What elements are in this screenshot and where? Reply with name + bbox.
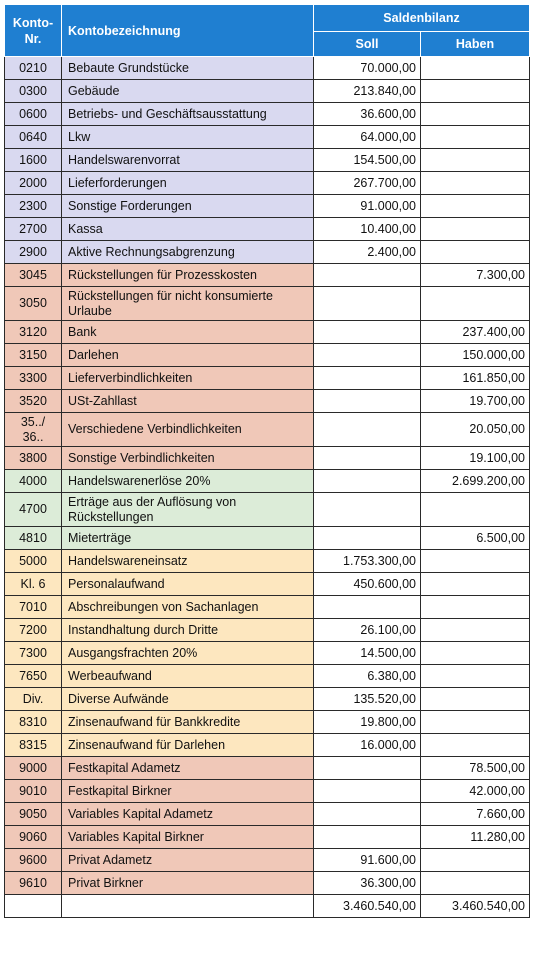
table-row: [5, 470, 530, 493]
account-number: 7200: [5, 619, 62, 642]
account-name: Zinsenaufwand für Darlehen: [62, 734, 314, 757]
haben-amount: 19.700,00: [421, 390, 530, 413]
table-row: [5, 642, 530, 665]
soll-amount: [314, 287, 421, 321]
account-name: Mieterträge: [62, 527, 314, 550]
haben-amount: 11.280,00: [421, 826, 530, 849]
soll-amount: 64.000,00: [314, 126, 421, 149]
saldenbilanz-table-container: [4, 4, 530, 918]
table-body: [5, 57, 530, 895]
account-name: Variables Kapital Adametz: [62, 803, 314, 826]
table-row: [5, 218, 530, 241]
table-row: [5, 390, 530, 413]
account-number: 5000: [5, 550, 62, 573]
haben-amount: [421, 550, 530, 573]
soll-amount: 19.800,00: [314, 711, 421, 734]
table-row: [5, 872, 530, 895]
soll-amount: [314, 757, 421, 780]
haben-amount: [421, 57, 530, 80]
table-row: [5, 493, 530, 527]
account-number: 7650: [5, 665, 62, 688]
saldenbilanz-table: [4, 4, 530, 918]
account-name: Personalaufwand: [62, 573, 314, 596]
account-number: 9000: [5, 757, 62, 780]
account-name: Handelswarenerlöse 20%: [62, 470, 314, 493]
account-number: 3520: [5, 390, 62, 413]
soll-amount: [314, 321, 421, 344]
account-number: 4700: [5, 493, 62, 527]
totals-row: [5, 895, 530, 918]
haben-amount: [421, 596, 530, 619]
account-name: Aktive Rechnungsabgrenzung: [62, 241, 314, 264]
account-name: Rückstellungen für nicht konsumierte Urlaube: [62, 287, 314, 321]
account-number: 0600: [5, 103, 62, 126]
table-row: [5, 264, 530, 287]
totals-label-cell: [62, 895, 314, 918]
haben-amount: 78.500,00: [421, 757, 530, 780]
account-number: 2300: [5, 195, 62, 218]
account-name: Zinsenaufwand für Bankkredite: [62, 711, 314, 734]
account-number: 2000: [5, 172, 62, 195]
account-name: Bank: [62, 321, 314, 344]
account-name: Verschiedene Verbindlichkeiten: [62, 413, 314, 447]
soll-amount: 450.600,00: [314, 573, 421, 596]
account-number: 3800: [5, 447, 62, 470]
account-number: 3120: [5, 321, 62, 344]
account-name: Sonstige Forderungen: [62, 195, 314, 218]
table-row: [5, 849, 530, 872]
soll-amount: [314, 596, 421, 619]
haben-amount: [421, 573, 530, 596]
haben-amount: 237.400,00: [421, 321, 530, 344]
soll-amount: [314, 803, 421, 826]
soll-amount: 36.300,00: [314, 872, 421, 895]
soll-amount: 26.100,00: [314, 619, 421, 642]
table-row: [5, 241, 530, 264]
table-row: [5, 447, 530, 470]
account-name: Betriebs- und Geschäftsausstattung: [62, 103, 314, 126]
haben-amount: [421, 849, 530, 872]
haben-amount: 20.050,00: [421, 413, 530, 447]
account-number: 3300: [5, 367, 62, 390]
haben-amount: [421, 241, 530, 264]
soll-amount: [314, 367, 421, 390]
table-row: [5, 321, 530, 344]
soll-amount: [314, 493, 421, 527]
account-name: USt-Zahllast: [62, 390, 314, 413]
table-row: [5, 780, 530, 803]
soll-amount: 267.700,00: [314, 172, 421, 195]
soll-amount: 36.600,00: [314, 103, 421, 126]
table-footer: [5, 895, 530, 918]
soll-amount: [314, 780, 421, 803]
table-row: [5, 367, 530, 390]
haben-amount: [421, 195, 530, 218]
haben-amount: 161.850,00: [421, 367, 530, 390]
account-name: Diverse Aufwände: [62, 688, 314, 711]
account-number: 0210: [5, 57, 62, 80]
soll-amount: 1.753.300,00: [314, 550, 421, 573]
account-name: Variables Kapital Birkner: [62, 826, 314, 849]
header-konto-nr: Konto-Nr.: [5, 5, 62, 57]
table-row: [5, 195, 530, 218]
haben-amount: [421, 688, 530, 711]
table-row: [5, 573, 530, 596]
account-name: Sonstige Verbindlichkeiten: [62, 447, 314, 470]
account-name: Bebaute Grundstücke: [62, 57, 314, 80]
soll-amount: 14.500,00: [314, 642, 421, 665]
table-row: [5, 550, 530, 573]
table-row: [5, 344, 530, 367]
soll-amount: 154.500,00: [314, 149, 421, 172]
account-name: Handelswarenvorrat: [62, 149, 314, 172]
account-number: 1600: [5, 149, 62, 172]
haben-amount: 2.699.200,00: [421, 470, 530, 493]
table-row: [5, 619, 530, 642]
table-row: [5, 734, 530, 757]
soll-amount: [314, 413, 421, 447]
account-name: Instandhaltung durch Dritte: [62, 619, 314, 642]
haben-amount: [421, 872, 530, 895]
soll-amount: 10.400,00: [314, 218, 421, 241]
table-row: [5, 413, 530, 447]
account-number: 8315: [5, 734, 62, 757]
account-number: 4810: [5, 527, 62, 550]
soll-amount: [314, 447, 421, 470]
account-number: 0300: [5, 80, 62, 103]
table-row: [5, 57, 530, 80]
totals-soll: 3.460.540,00: [314, 895, 421, 918]
table-row: [5, 688, 530, 711]
account-name: Werbeaufwand: [62, 665, 314, 688]
soll-amount: 6.380,00: [314, 665, 421, 688]
account-number: 9600: [5, 849, 62, 872]
table-row: [5, 596, 530, 619]
table-row: [5, 172, 530, 195]
soll-amount: 70.000,00: [314, 57, 421, 80]
haben-amount: [421, 493, 530, 527]
haben-amount: 6.500,00: [421, 527, 530, 550]
account-number: 9060: [5, 826, 62, 849]
haben-amount: [421, 80, 530, 103]
table-row: [5, 527, 530, 550]
account-name: Erträge aus der Auflösung von Rückstellungen: [62, 493, 314, 527]
soll-amount: [314, 344, 421, 367]
account-name: Rückstellungen für Prozesskosten: [62, 264, 314, 287]
header-soll: Soll: [314, 32, 421, 57]
account-number: 7300: [5, 642, 62, 665]
table-row: [5, 757, 530, 780]
account-name: Festkapital Birkner: [62, 780, 314, 803]
haben-amount: [421, 218, 530, 241]
table-row: [5, 803, 530, 826]
soll-amount: 135.520,00: [314, 688, 421, 711]
haben-amount: [421, 711, 530, 734]
account-name: Festkapital Adametz: [62, 757, 314, 780]
account-number: 3150: [5, 344, 62, 367]
header-kontobezeichnung: Kontobezeichnung: [62, 5, 314, 57]
account-name: Privat Adametz: [62, 849, 314, 872]
totals-konto-nr-cell: [5, 895, 62, 918]
account-number: 2900: [5, 241, 62, 264]
soll-amount: [314, 826, 421, 849]
soll-amount: [314, 264, 421, 287]
table-row: [5, 287, 530, 321]
account-number: 2700: [5, 218, 62, 241]
haben-amount: 19.100,00: [421, 447, 530, 470]
account-name: Lieferverbindlichkeiten: [62, 367, 314, 390]
soll-amount: 2.400,00: [314, 241, 421, 264]
totals-haben: 3.460.540,00: [421, 895, 530, 918]
account-number: 7010: [5, 596, 62, 619]
haben-amount: [421, 665, 530, 688]
account-number: 35../ 36..: [5, 413, 62, 447]
header-haben: Haben: [421, 32, 530, 57]
account-number: 9050: [5, 803, 62, 826]
table-row: [5, 826, 530, 849]
table-row: [5, 149, 530, 172]
account-number: Kl. 6: [5, 573, 62, 596]
header-saldenbilanz: Saldenbilanz: [314, 5, 530, 32]
soll-amount: [314, 470, 421, 493]
table-row: [5, 665, 530, 688]
account-number: 8310: [5, 711, 62, 734]
account-name: Gebäude: [62, 80, 314, 103]
account-number: 9610: [5, 872, 62, 895]
soll-amount: [314, 527, 421, 550]
haben-amount: [421, 103, 530, 126]
table-row: [5, 126, 530, 149]
account-name: Darlehen: [62, 344, 314, 367]
haben-amount: 150.000,00: [421, 344, 530, 367]
table-header: [5, 5, 530, 57]
soll-amount: 91.000,00: [314, 195, 421, 218]
soll-amount: 16.000,00: [314, 734, 421, 757]
haben-amount: [421, 126, 530, 149]
account-number: 0640: [5, 126, 62, 149]
account-name: Lkw: [62, 126, 314, 149]
haben-amount: [421, 149, 530, 172]
table-row: [5, 711, 530, 734]
table-row: [5, 80, 530, 103]
account-number: 4000: [5, 470, 62, 493]
account-number: 9010: [5, 780, 62, 803]
haben-amount: [421, 642, 530, 665]
account-name: Ausgangsfrachten 20%: [62, 642, 314, 665]
haben-amount: [421, 619, 530, 642]
account-number: Div.: [5, 688, 62, 711]
haben-amount: 42.000,00: [421, 780, 530, 803]
account-name: Abschreibungen von Sachanlagen: [62, 596, 314, 619]
haben-amount: 7.300,00: [421, 264, 530, 287]
table-row: [5, 103, 530, 126]
account-number: 3050: [5, 287, 62, 321]
account-name: Kassa: [62, 218, 314, 241]
soll-amount: [314, 390, 421, 413]
haben-amount: 7.660,00: [421, 803, 530, 826]
soll-amount: 213.840,00: [314, 80, 421, 103]
account-name: Lieferforderungen: [62, 172, 314, 195]
account-name: Privat Birkner: [62, 872, 314, 895]
haben-amount: [421, 172, 530, 195]
header-row-top: [5, 5, 530, 32]
account-name: Handelswareneinsatz: [62, 550, 314, 573]
account-number: 3045: [5, 264, 62, 287]
haben-amount: [421, 287, 530, 321]
soll-amount: 91.600,00: [314, 849, 421, 872]
haben-amount: [421, 734, 530, 757]
